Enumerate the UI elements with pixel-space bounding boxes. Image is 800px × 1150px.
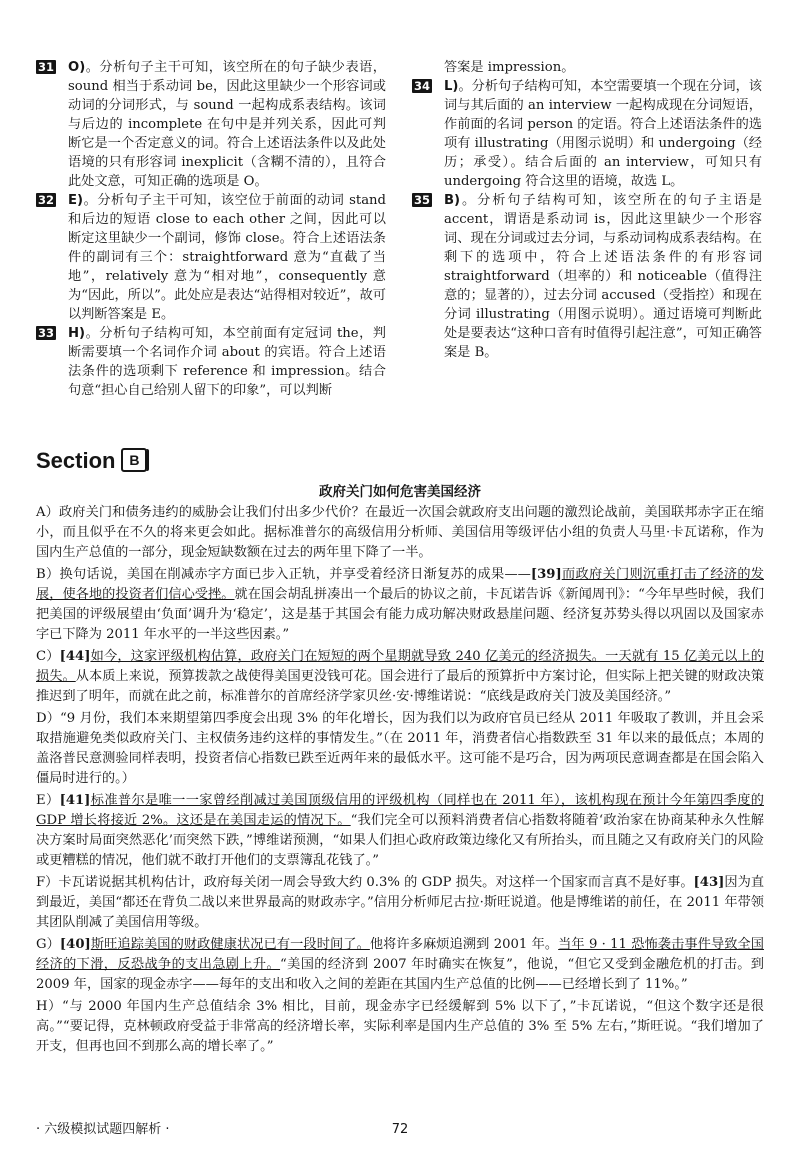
paragraph-text: 就在国会胡乱拼凑出一个最后的协议之前，卡瓦诺告诉《新闻周刊》：“今年早些时候，我们把美国的评级展望由‘负面’调升为‘稳定’，这是基于其国会有能力成功解决财政悬崖问题、经济复苏势头得以巩固以及国家赤字已下降为 2011 年水平的一半这些因素。” xyxy=(36,587,765,642)
paragraph-label: B） xyxy=(36,567,60,582)
article-paragraph xyxy=(36,565,764,645)
article-paragraph xyxy=(36,873,764,933)
article-paragraph xyxy=(36,709,764,789)
section-heading xyxy=(36,448,147,472)
answer-explanation: 。分析句子结构可知，该空所在的句子主语是 accent，谓语是系动词 is，因此这里缺少一个形容词、现在分词或过去分词，与系动词构成系表结构。在剩下的选项中，符合上述语法条件的有形容词 straightforward（坦率的）和 noticeable（值得注意的；显著的），过去分词 accused（受指控）和现在分词 illustrating（用图示说明）。通过语境可判断此处是要表达“这种口音有时值得引起注意”，可知正确答案是 B。 xyxy=(444,193,762,360)
section-letter-badge: B xyxy=(121,448,147,472)
answer-explanation: 。分析句子结构可知，本空前面有定冠词 the，判断需要填一个名词作介词 about 的宾语。符合上述语法条件的选项剩下 reference 和 impression。结合句意“担心自己给别人留下的印象”，可以判断 xyxy=(68,326,386,398)
paragraph-label: F） xyxy=(36,875,59,890)
question-number-badge: 35 xyxy=(414,193,431,207)
article-paragraph xyxy=(36,647,764,707)
answer-34 xyxy=(412,77,762,191)
footer-label: · 六级模拟试题四解析 · xyxy=(36,1122,170,1137)
question-number-badge: 31 xyxy=(38,60,55,74)
article-paragraph xyxy=(36,791,764,871)
article-title: 政府关门如何危害美国经济 xyxy=(319,484,481,500)
paragraph-text: “美国的经济到 2007 年时确实在恢复”，他说，“但它又受到金融危机的打击。到 2009 年，国家的现金赤字——每年的支出和收入之间的差距在其国内生产总值的比例——已经增长到了 11%。” xyxy=(36,957,764,992)
answer-33 xyxy=(36,324,386,400)
underlined-sentence: 而政府关门则沉重打击了经济的发展，使各地的投资者们信心受挫。 xyxy=(36,567,764,602)
paragraph-label: H） xyxy=(36,999,63,1014)
paragraph-text: 因为直到最近，美国“都还在背负二战以来世界最高的财政赤字。”信用分析师尼古拉·斯旺说道。他是博维诺的前任，在 2011 年带领其团队削减了美国信用等级。 xyxy=(36,875,765,930)
answer-33-continuation: 答案是 impression。 xyxy=(444,60,575,75)
paragraph-label: E） xyxy=(36,793,60,808)
paragraph-label: C） xyxy=(36,649,60,664)
question-marker: [40] xyxy=(59,937,91,952)
underlined-sentence: 斯旺追踪美国的财政健康状况已有一段时间了。 xyxy=(90,937,370,952)
underlined-sentence: 标准普尔是唯一一家曾经削减过美国顶级信用的评级机构（同样也在 2011 年），该机构现在预计今年第四季度的 GDP 增长将接近 2%。这还是在美国走运的情况下。 xyxy=(36,793,764,828)
answer-key: L) xyxy=(444,79,459,94)
question-marker: [44] xyxy=(59,649,91,664)
question-number-badge: 32 xyxy=(38,193,55,207)
paragraph-label: D） xyxy=(36,711,61,726)
question-marker: [39] xyxy=(530,567,562,582)
answer-key: B) xyxy=(444,193,461,208)
page-number: 72 xyxy=(391,1122,409,1137)
paragraph-text: “与 2000 年国内生产总值结余 3% 相比，目前，现金赤字已经缓解到 5% 以下了，”卡瓦诺说，“但这个数字还是很高。”“要记得，克林顿政府受益于非常高的经济增长率，实际利率是国内生产总值的 3% 至 5% 左右，”斯旺说。“我们增加了开支，但再也回不到那么高的增长率了。” xyxy=(36,999,764,1054)
answer-explanation: 。分析句子结构可知，本空需要填一个现在分词，该词与其后面的 an interview 一起构成现在分词短语，作前面的名词 person 的定语。符合上述语法条件的选项有 illustrating（用图示说明）和 undergoing（经历；承受）。结合后面的 an interview，可知只有 undergoing 符合这里的语境，故选 L。 xyxy=(444,79,762,189)
question-number-badge: 34 xyxy=(414,79,431,93)
paragraph-label: G） xyxy=(36,937,60,952)
answer-explanation: 。分析句子主干可知，该空所在的句子缺少表语，sound 相当于系动词 be，因此这里缺少一个形容词或动词的分词形式，与 sound 一起构成系表结构。该词与后边的 incomplete 在句中是并列关系，因此可判断它是一个否定意义的词。符合上述语法条件以及此处语境的只有形容词 inexplicit（含糊不清的），且符合此处文意，可知正确的选项是 O。 xyxy=(68,60,386,189)
analysis-left-column xyxy=(36,58,386,400)
underlined-sentence: 当年 9 · 11 恐怖袭击事件导致全国经济的下滑，反恐战争的支出急剧上升。 xyxy=(36,937,764,972)
paragraph-text: 政府关门和债务违约的威胁会让我们付出多少代价？在最近一次国会就政府支出问题的激烈论战前，美国联邦赤字正在缩小，而且似乎在不久的将来更会如此。据标准普尔的高级信用分析师、美国信用等级评估小组的负责人马里·卡瓦诺称，作为国内生产总值的一部分，现金短缺数额在过去的两年里下降了一半。 xyxy=(36,505,764,560)
article-paragraph xyxy=(36,997,764,1057)
answer-31 xyxy=(36,58,386,191)
answer-key: E) xyxy=(68,193,84,208)
analysis-right-column xyxy=(412,58,762,362)
underlined-sentence: 如今，这家评级机构估算，政府关门在短短的两个星期就导致 240 亿美元的经济损失。一天就有 15 亿美元以上的损失。 xyxy=(36,649,764,684)
section-label: Section xyxy=(36,447,116,473)
paragraph-text: 从本质上来说，预算拨款之战使得美国更没钱可花。国会进行了最后的预算折中方案讨论，但实际上把关键的财政决策推迟到了明年，而就在此之前，标准普尔的首席经济学家贝丝·安·博维诺说：“底线是政府关门波及美国经济。” xyxy=(36,669,765,704)
question-number-badge: 33 xyxy=(38,326,55,340)
paragraph-text: “9 月份，我们本来期望第四季度会出现 3% 的年化增长，因为我们以为政府官员已经从 2011 年吸取了教训，并且会采取措施避免类似政府关门、主权债务违约这样的事情发生。”（在 2011 年，消费者信心指数跌至 31 年以来的最低点；本周的盖洛普民意测验同样表明，投资者信心指数已跌至近两年来的最低水平。这可能不是巧合，因为两项民意调查都是在国会陷入僵局时进行的。） xyxy=(36,711,764,786)
answer-35 xyxy=(412,191,762,362)
paragraph-text: “我们完全可以预料消费者信心指数将随着‘政治家在协商某种永久性解决方案时局面突然恶化’而突然下跌，”博维诺预测，“如果人们担心政府政策边缘化又有所抬头，而且随之又有政府关门的风险或更糟糕的情况，他们就不敢打开他们的支票簿乱花钱了。” xyxy=(36,813,764,868)
article-paragraph xyxy=(36,503,764,563)
answer-key: O) xyxy=(68,60,86,75)
paragraph-text: 他将许多麻烦追溯到 2001 年。 xyxy=(369,937,559,952)
answer-key: H) xyxy=(68,326,86,341)
article-paragraphs xyxy=(36,503,764,1059)
article-paragraph xyxy=(36,935,764,995)
answer-32 xyxy=(36,191,386,324)
question-marker: [41] xyxy=(59,793,91,808)
answer-analysis-columns xyxy=(36,58,764,436)
paragraph-label: A） xyxy=(36,505,59,520)
paragraph-text: 卡瓦诺说据其机构估计，政府每关闭一周会导致大约 0.3% 的 GDP 损失。对这样一个国家而言真不是好事。 xyxy=(58,875,694,890)
question-marker: [43] xyxy=(693,875,725,890)
paragraph-text: 换句话说，美国在削减赤字方面已步入正轨，并享受着经济日渐复苏的成果—— xyxy=(59,567,531,582)
answer-explanation: 。分析句子主干可知，该空位于前面的动词 stand 和后边的短语 close to each other 之间，因此可以断定这里缺少一个副词，修饰 close。符合上述语法条件的副词有三个：straightforward 意为“直截了当地”，relatively 意为“相对地”，consequently 意为“因此，所以”。此处应是表达“站得相对较近”，故可以判断答案是 E。 xyxy=(68,193,386,322)
